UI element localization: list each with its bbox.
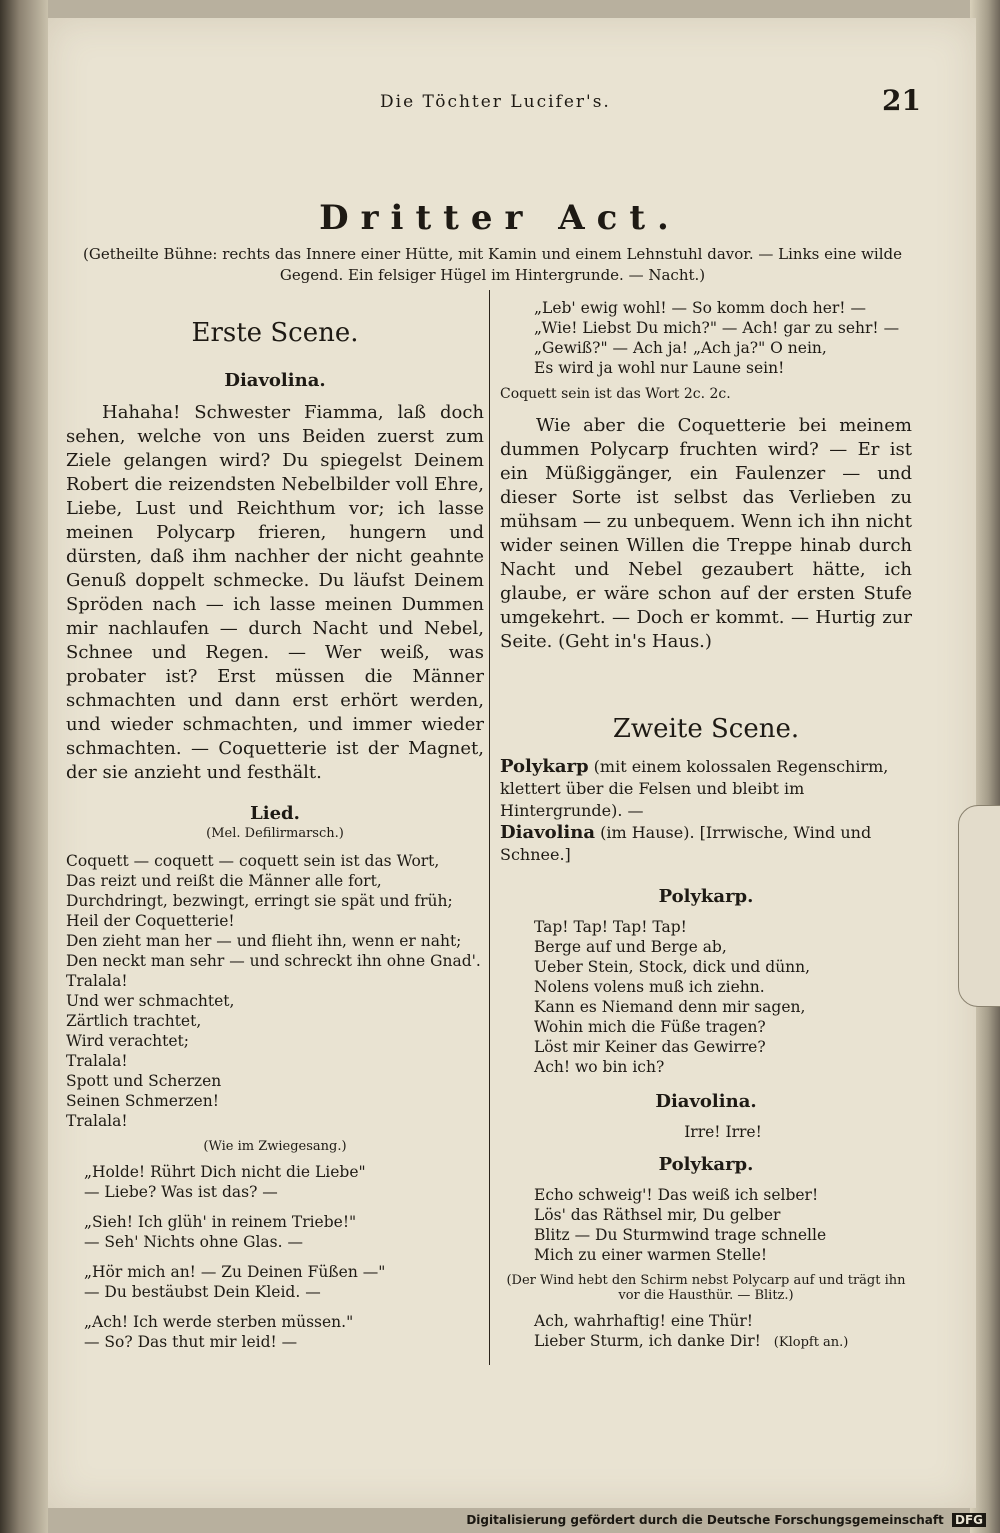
verse-line: Tap! Tap! Tap! Tap! <box>534 918 687 936</box>
verse-line: Ueber Stein, Stock, dick und dünn, <box>534 958 811 976</box>
verse-line: Es wird ja wohl nur Laune sein! <box>534 359 785 377</box>
character-description: (im Hause). <box>600 823 695 842</box>
verse-text: Lieber Sturm, ich danke Dir! <box>534 1332 761 1350</box>
verse-line: Echo schweig'! Das weiß ich selber! <box>534 1186 819 1204</box>
polykarp-verse <box>500 1185 912 1265</box>
character-name: Polykarp <box>500 756 589 777</box>
character-description: (mit einem kolossalen Regenschirm, klettert über die Felsen und bleibt im Hintergrunde). — <box>500 757 889 820</box>
verse-line: Wohin mich die Füße tragen? <box>534 1018 766 1036</box>
verse-line: Nolens volens muß ich ziehn. <box>534 978 765 996</box>
stage-direction: (Getheilte Bühne: rechts das Innere einer Hütte, mit Kamin und einem Lehnstuhl davor. — Links eine wilde Gegend. Ein felsiger Hügel im Hintergrunde. — Nacht.) <box>83 245 902 284</box>
verse-line: Ach, wahrhaftig! eine Thür! <box>534 1312 753 1330</box>
left-column <box>66 318 484 1352</box>
verse-line: „Gewiß?" — Ach ja! „Ach ja?" O nein, <box>534 339 827 357</box>
footer-text: Digitalisierung gefördert durch die Deutsche Forschungsgemeinschaft <box>466 1513 944 1527</box>
duet-line: — Liebe? Was ist das? — <box>84 1183 278 1201</box>
verse-line: Spott und Scherzen <box>66 1072 222 1090</box>
song-verse-continued <box>500 298 912 378</box>
song-melody: (Mel. Defilirmarsch.) <box>206 826 344 841</box>
duet-line: „Hör mich an! — Zu Deinen Füßen —" <box>84 1263 386 1281</box>
verse-line: Wird verachtet; <box>66 1032 189 1050</box>
duet-spacer <box>66 1252 484 1262</box>
verse-line: Den neckt man sehr — und schreckt ihn ohne Gnad'. <box>66 952 481 970</box>
verse-line: Heil der Coquetterie! <box>66 912 235 930</box>
duet-direction: (Wie im Zwiegesang.) <box>203 1139 347 1154</box>
duet-spacer <box>66 1302 484 1312</box>
duet-line: — So? Das thut mir leid! — <box>84 1333 298 1351</box>
diavolina-line <box>500 1122 912 1142</box>
verse-line: Zärtlich trachtet, <box>66 1012 202 1030</box>
verse-line: Das reizt und reißt die Männer alle fort, <box>66 872 382 890</box>
stage-note: [Irrwische, Wind und Schnee.] <box>500 823 872 864</box>
polykarp-verse <box>500 917 912 1077</box>
polykarp-verse <box>500 1311 912 1353</box>
scene-title: Zweite Scene. <box>612 714 800 744</box>
verse-line: Durchdringt, bezwingt, erringt sie spät und früh; <box>66 892 453 910</box>
song-verse <box>66 851 484 1131</box>
running-header: Die Töchter Lucifer's. <box>380 92 611 112</box>
verse-line: Berge auf und Berge ab, <box>534 938 727 956</box>
character-list <box>500 756 912 822</box>
verse-line: Mich zu einer warmen Stelle! <box>534 1246 768 1264</box>
column-divider <box>489 290 490 1365</box>
page-number: 21 <box>882 84 921 117</box>
duet-verse <box>66 1162 484 1352</box>
verse-line: Löst mir Keiner das Gewirre? <box>534 1038 766 1056</box>
verse-line: „Leb' ewig wohl! — So komm doch her! — <box>534 299 866 317</box>
right-column <box>500 298 912 1353</box>
verse-line <box>500 1331 912 1353</box>
footer-credit <box>466 1513 986 1527</box>
scene-title: Erste Scene. <box>191 318 359 348</box>
speaker-name: Diavolina. <box>224 370 326 391</box>
stage-direction: (Der Wind hebt den Schirm nebst Polycarp auf und trägt ihn vor die Hausthür. — Blitz.) <box>506 1273 906 1303</box>
duet-line: — Seh' Nichts ohne Glas. — <box>84 1233 303 1251</box>
verse-line: „Wie! Liebst Du mich?" — Ach! gar zu sehr! — <box>534 319 900 337</box>
dfg-logo: DFG <box>952 1513 986 1527</box>
character-name: Diavolina <box>500 822 596 843</box>
verse-line: Seinen Schmerzen! <box>66 1092 219 1110</box>
speaker-name: Polykarp. <box>658 886 754 907</box>
verse-line: Tralala! <box>66 1052 128 1070</box>
duet-line: „Holde! Rührt Dich nicht die Liebe" <box>84 1163 366 1181</box>
duet-line: „Ach! Ich werde sterben müssen." <box>84 1313 354 1331</box>
verse-line: Und wer schmachtet, <box>66 992 235 1010</box>
verse-line: Tralala! <box>66 972 128 990</box>
verse-line: Ach! wo bin ich? <box>534 1058 665 1076</box>
verse-line: Lös' das Räthsel mir, Du gelber <box>534 1206 781 1224</box>
monologue-continued: Wie aber die Coquetterie bei meinem dummen Polycarp fruchten wird? — Er ist ein Müßiggänger, ein Faulenzer — und dieser Sorte ist selbst das Verlieben zu mühsam — zu unbequem. Wenn ich ihn nicht wider seinen Willen die Treppe hinab durch Nacht und Nebel gezaubert hätte, ich glaube, er wäre schon auf der ersten Stufe umgekehrt. — Doch er kommt. — Hurtig zur Seite. (Geht in's Haus.) <box>500 415 912 652</box>
page-tab <box>958 805 1000 1007</box>
duet-line: — Du bestäubst Dein Kleid. — <box>84 1283 321 1301</box>
verse-line: Den zieht man her — und flieht ihn, wenn er naht; <box>66 932 462 950</box>
refrain-line: Coquett sein ist das Wort 2c. 2c. <box>500 386 731 402</box>
verse-line: Coquett — coquett — coquett sein ist das Wort, <box>66 852 440 870</box>
duet-spacer <box>66 1202 484 1212</box>
duet-line: „Sieh! Ich glüh' in reinem Triebe!" <box>84 1213 357 1231</box>
song-title: Lied. <box>250 803 300 824</box>
verse-line: Tralala! <box>66 1112 128 1130</box>
character-list <box>500 822 912 866</box>
verse-line: Kann es Niemand denn mir sagen, <box>534 998 806 1016</box>
speaker-name: Diavolina. <box>655 1091 757 1112</box>
verse-line: Irre! Irre! <box>684 1123 762 1141</box>
speaker-name: Polykarp. <box>658 1154 754 1175</box>
verse-line: Blitz — Du Sturmwind trage schnelle <box>534 1226 827 1244</box>
act-title: Dritter Act. <box>319 198 681 238</box>
stage-direction: (Klopft an.) <box>773 1335 849 1350</box>
monologue: Hahaha! Schwester Fiamma, laß doch sehen, welche von uns Beiden zuerst zum Ziele gelangen wird? Du spiegelst Deinem Robert die reizendsten Nebelbilder voll Ehre, Liebe, Lust und Reichthum vor; ich lasse meinen Polycarp frieren, hungern und dürsten, daß ihm nachher der nicht geahnte Genuß doppelt schmecke. Du läufst Deinem Spröden nach — ich lasse meinen Dummen mir nachlaufen — durch Nacht und Nebel, Schnee und Regen. — Wer weiß, was probater ist? Erst müssen die Männer schmachten und dann erst erhört werden, und wieder schmachten, und immer wieder schmachten. — Coquetterie ist der Magnet, der sie anzieht und festhält. <box>66 402 484 783</box>
